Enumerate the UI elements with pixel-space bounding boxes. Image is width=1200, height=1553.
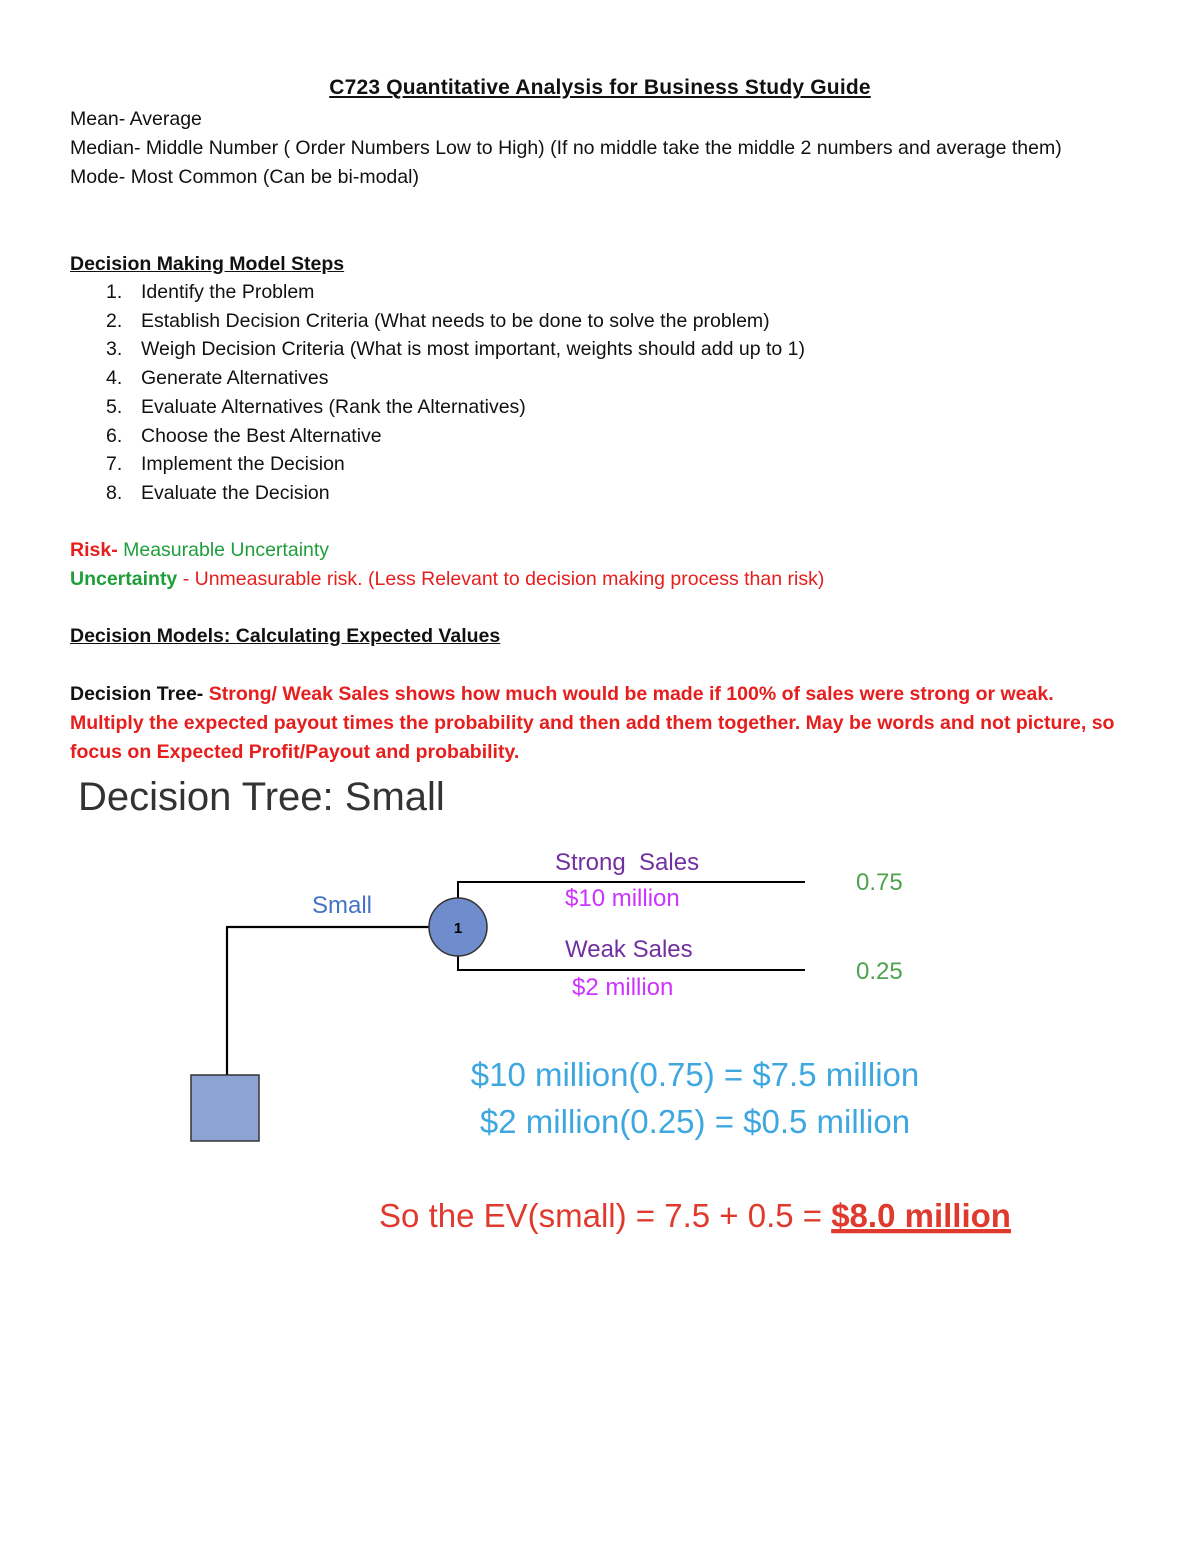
list-item [70,393,805,422]
chance-node-label: 1 [453,920,463,937]
mode-definition: Mode- Most Common (Can be bi-modal) [70,166,419,188]
list-item [70,335,805,364]
step-number: 2. [106,309,123,332]
step-text: Generate Alternatives [141,367,329,390]
risk-block [70,536,1130,594]
step-number: 8. [106,481,123,504]
decision-tree-term: Decision Tree- [70,683,204,705]
step-text: Evaluate Alternatives (Rank the Alternatives) [141,395,526,418]
list-item [70,278,805,307]
list-item [70,450,805,479]
step-text: Choose the Best Alternative [141,424,382,447]
expected-value-line [379,1197,1011,1234]
step-number: 7. [106,453,123,476]
list-item [70,364,805,393]
uncertainty-line [70,565,1130,594]
step-number: 6. [106,424,123,447]
list-item [70,422,805,451]
step-text: Evaluate the Decision [141,481,330,504]
small-branch-label: Small [312,892,373,919]
expected-value-result: $8.0 million [831,1197,1011,1234]
strong-probability: 0.75 [856,869,903,896]
weak-probability: 0.25 [856,958,903,985]
risk-term: Risk- [70,539,118,561]
list-item [70,479,805,508]
steps-heading: Decision Making Model Steps [70,253,345,275]
decision-tree-diagram [0,770,1200,1290]
models-heading: Decision Models: Calculating Expected Values [70,625,501,647]
step-text: Implement the Decision [141,453,345,476]
definitions-block [70,105,1130,192]
mean-definition: Mean- Average [70,108,202,130]
weak-sales-label: Weak Sales [565,936,693,963]
calc-line-strong: $10 million(0.75) = $7.5 million [470,1056,920,1093]
risk-definition: Measurable Uncertainty [117,539,330,561]
diagram-title: Decision Tree: Small [78,775,445,819]
step-text: Identify the Problem [141,281,315,303]
step-text: Establish Decision Criteria (What needs to be done to solve the problem) [141,309,770,332]
risk-line [70,536,1130,565]
step-number: 1. [106,281,123,303]
weak-sales-value: $2 million [572,974,674,1001]
decision-tree-description: Strong/ Weak Sales shows how much would be made if 100% of sales were strong or weak. Multiply the expected payout times the probability and then add them together. May be words and not picture, so focus on Expected Profit/Payout and probability. [70,683,1115,763]
step-text: Weigh Decision Criteria (What is most important, weights should add up to 1) [141,338,806,361]
decision-node-square [191,1075,259,1141]
step-number: 5. [106,395,123,418]
calc-line-weak: $2 million(0.25) = $0.5 million [479,1103,911,1140]
strong-sales-value: $10 million [565,885,680,912]
page-title: C723 Quantitative Analysis for Business Study Guide [329,76,871,99]
decision-tree-paragraph [70,680,1120,767]
uncertainty-definition: Unmeasurable risk. (Less Relevant to decision making process than risk) [194,568,825,590]
median-definition: Median- Middle Number ( Order Numbers Low to High) (If no middle take the middle 2 numbers and average them) [70,137,1062,159]
strong-sales-label: Strong Sales [555,849,700,876]
uncertainty-dash: - [177,568,195,590]
list-item [70,307,805,336]
expected-value-prefix: So the EV(small) = 7.5 + 0.5 = [379,1197,832,1234]
uncertainty-term: Uncertainty [70,568,178,590]
step-number: 3. [106,338,123,361]
steps-list [70,278,805,508]
step-number: 4. [106,367,123,390]
